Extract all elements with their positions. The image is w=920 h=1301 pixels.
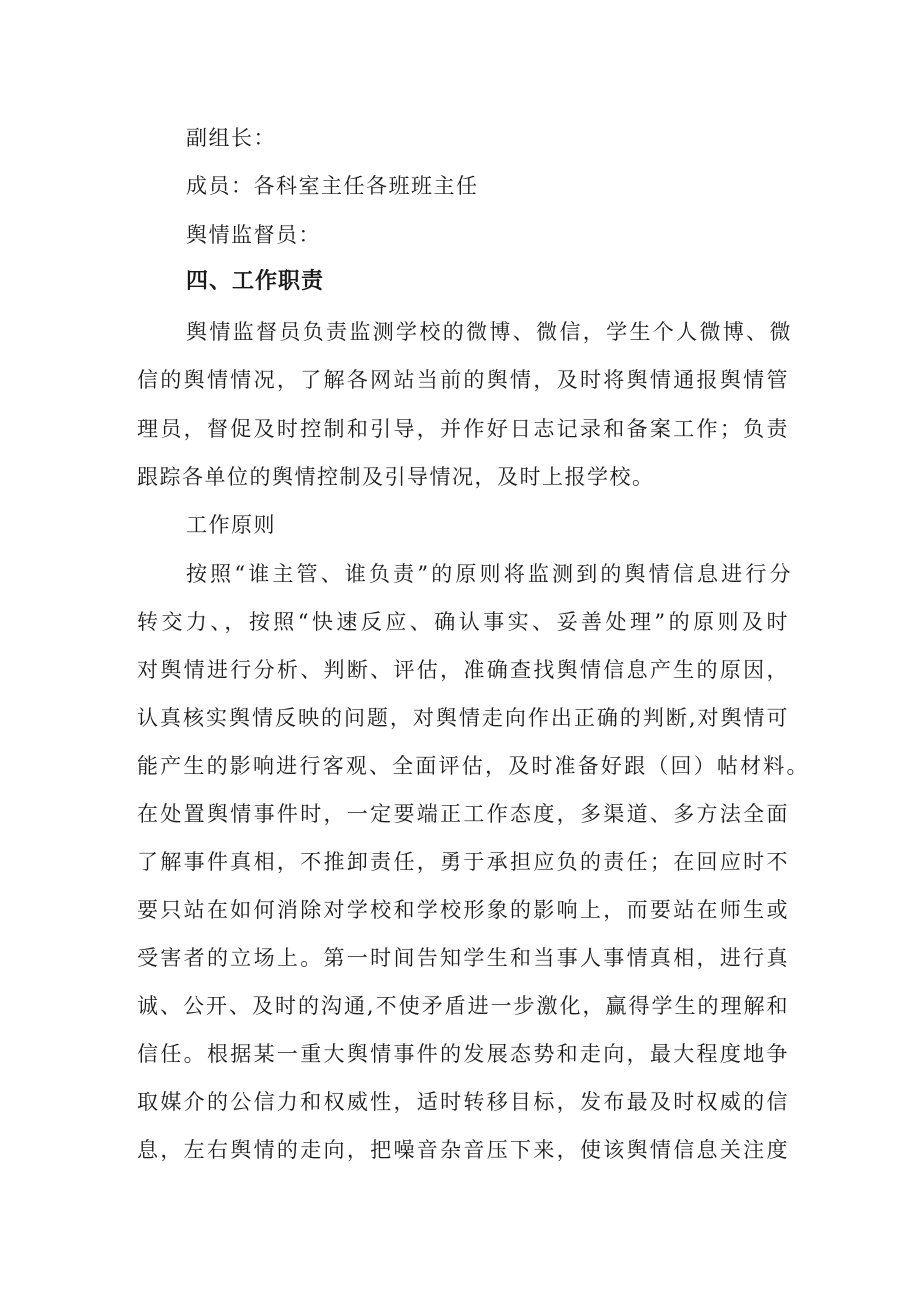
paragraph-line: 转交力、，按照“快速反应、确认事实、妥善处理”的原则及时 [137,610,789,634]
section-four-heading: 四、工作职责 [186,269,325,294]
paragraph-line: 要只站在如何消除对学校和学校形象的影响上，而要站在师生或 [137,898,789,922]
paragraph-line: 舆情监督员负责监测学校的微博、微信，学生个人微博、微 [186,320,792,344]
paragraph-line: 理员，督促及时控制和引导，并作好日志记录和备案工作；负责 [137,417,789,441]
deputy-leader-line: 副组长： [186,126,276,150]
supervisor-line: 舆情监督员： [186,223,321,247]
paragraph-line: 认真核实舆情反映的问题，对舆情走向作出正确的判断,对舆情可 [137,706,789,730]
principles-heading: 工作原则 [186,513,276,537]
members-line: 成员：各科室主任各班班主任 [186,174,479,198]
paragraph-line: 诚、公开、及时的沟通,不使矛盾进一步激化，赢得学生的理解和 [137,994,789,1018]
paragraph-line: 受害者的立场上。第一时间告知学生和当事人事情真相，进行真 [137,946,789,970]
paragraph-line: 跟踪各单位的舆情控制及引导情况，及时上报学校。 [137,465,655,489]
paragraph-line: 信任。根据某一重大舆情事件的发展态势和走向，最大程度地争 [137,1042,789,1066]
paragraph-line: 息，左右舆情的走向，把噪音杂音压下来，使该舆情信息关注度 [137,1138,789,1162]
paragraph-line: 取媒介的公信力和权威性，适时转移目标，发布最及时权威的信 [137,1090,789,1114]
paragraph-line: 按照“谁主管、谁负责”的原则将监测到的舆情信息进行分 [186,562,792,586]
paragraph-line: 对舆情进行分析、判断、评估，准确查找舆情信息产生的原因， [137,658,789,682]
paragraph-line: 能产生的影响进行客观、全面评估，及时准备好跟（回）帖材料。 [137,754,809,778]
paragraph-line: 了解事件真相，不推卸责任，勇于承担应负的责任；在回应时不 [137,850,789,874]
paragraph-line: 信的舆情情况，了解各网站当前的舆情，及时将舆情通报舆情管 [137,368,789,392]
paragraph-line: 在处置舆情事件时，一定要端正工作态度，多渠道、多方法全面 [137,802,789,826]
